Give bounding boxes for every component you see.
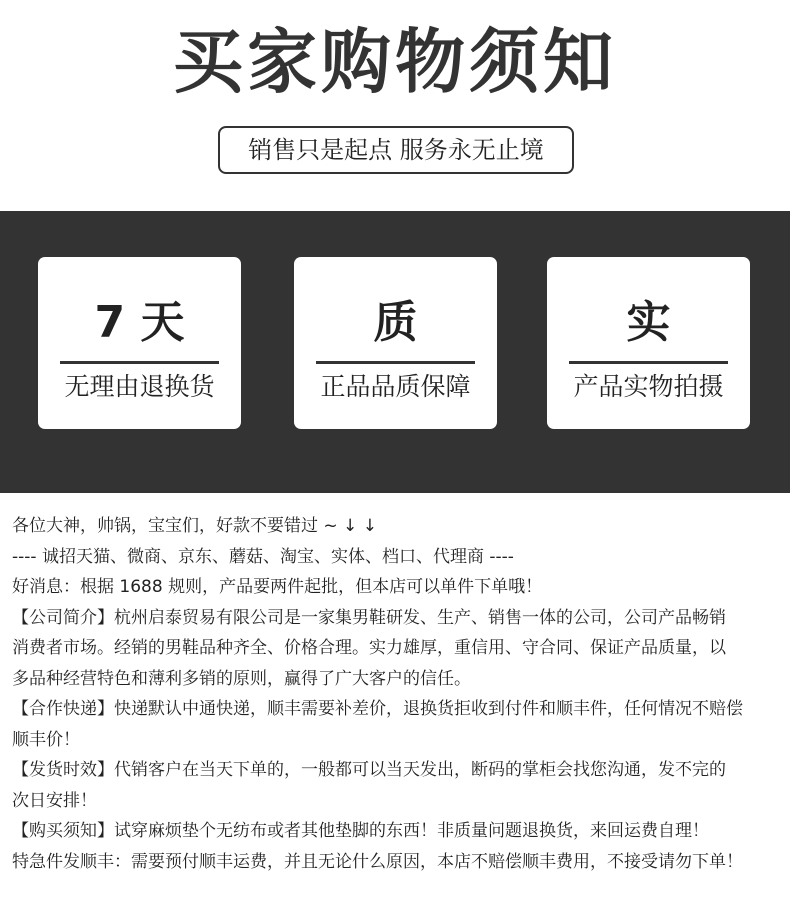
slogan-box: 销售只是起点 服务永无止境	[218, 126, 574, 174]
card-caption: 正品品质保障	[320, 372, 471, 401]
note-line: 顺丰价！	[12, 729, 80, 750]
note-line: ---- 诚招天猫、微商、京东、蘑菇、淘宝、实体、档口、代理商 ----	[12, 546, 514, 567]
note-line: 【公司简介】杭州启泰贸易有限公司是一家集男鞋研发、生产、销售一体的公司，公司产品畅销	[12, 607, 726, 628]
note-line: 次日安排！	[12, 790, 97, 811]
notes-section	[12, 511, 784, 877]
card-caption: 无理由退换货	[64, 372, 215, 401]
note-line: 【合作快递】快递默认中通快递，顺丰需要补差价，退换货拒收到付件和顺丰件，任何情况不赔偿	[12, 699, 743, 719]
note-line: 好消息：根据 1688 规则，产品要两件起批，但本店可以单件下单哦！	[12, 577, 543, 597]
card-divider	[316, 361, 475, 364]
note-line: 【购买须知】试穿麻烦垫个无纺布或者其他垫脚的东西！非质量问题退换货，来回运费自理！	[12, 821, 709, 841]
guarantee-band	[0, 211, 790, 493]
guarantee-card-real-photo	[547, 257, 750, 429]
note-line: 特急件发顺丰：需要预付顺丰运费，并且无论什么原因，本店不赔偿顺丰费用，不接受请勿下单！	[12, 851, 743, 872]
header	[0, 0, 790, 211]
card-headline: 质	[373, 297, 418, 348]
page-title: 买家购物须知	[173, 21, 617, 103]
note-line: 多品种经营特色和薄利多销的原则，赢得了广大客户的信任。	[12, 668, 471, 689]
note-line: 【发货时效】代销客户在当天下单的，一般都可以当天发出，断码的掌柜会找您沟通，发不完的	[12, 760, 726, 780]
card-headline: 实	[626, 297, 671, 348]
card-headline: 7 天	[94, 297, 185, 348]
note-line: 各位大神，帅锅，宝宝们，好款不要错过 ~ ↓ ↓	[12, 516, 377, 536]
card-divider	[569, 361, 728, 364]
guarantee-card-quality	[294, 257, 497, 429]
guarantee-card-return	[38, 257, 241, 429]
card-caption: 产品实物拍摄	[573, 372, 724, 401]
note-line: 消费者市场。经销的男鞋品种齐全、价格合理。实力雄厚，重信用、守合同、保证产品质量，以	[12, 638, 726, 658]
card-divider	[60, 361, 219, 364]
